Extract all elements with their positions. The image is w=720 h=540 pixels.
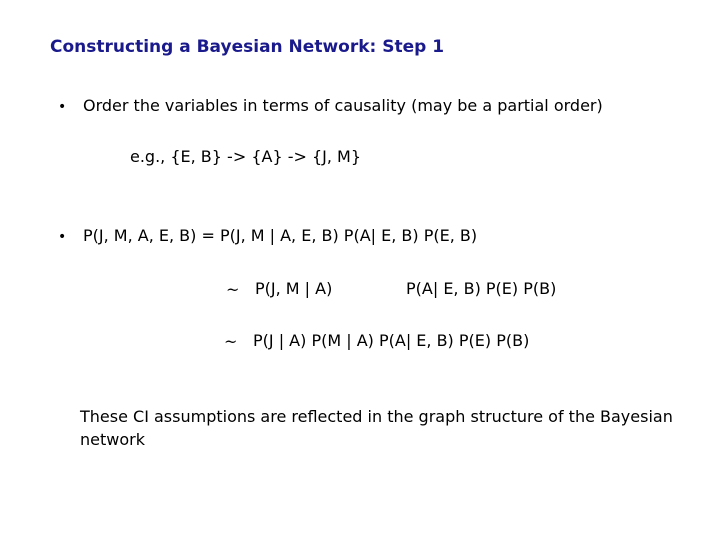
bullet-icon: •: [58, 99, 67, 115]
bullet-icon: •: [58, 229, 67, 245]
approx2-equation: P(J | A) P(M | A) P(A| E, B) P(E) P(B): [253, 331, 530, 350]
causal-order-example: e.g., {E, B} -> {A} -> {J, M}: [130, 147, 362, 166]
approx-symbol: ~: [226, 280, 240, 299]
chain-rule-equation: P(J, M, A, E, B) = P(J, M | A, E, B) P(A| E, B) P(E, B): [83, 226, 478, 245]
ci-assumption-note: These CI assumptions are reflected in the graph structure of the Bayesian network: [80, 407, 673, 449]
approx1-right-term: P(A| E, B) P(E) P(B): [406, 279, 557, 298]
approx-symbol: ~: [224, 332, 238, 351]
approx1-left-term: P(J, M | A): [255, 279, 333, 298]
slide-title: Constructing a Bayesian Network: Step 1: [50, 37, 445, 57]
bullet-order-variables: Order the variables in terms of causality (may be a partial order): [83, 96, 603, 115]
